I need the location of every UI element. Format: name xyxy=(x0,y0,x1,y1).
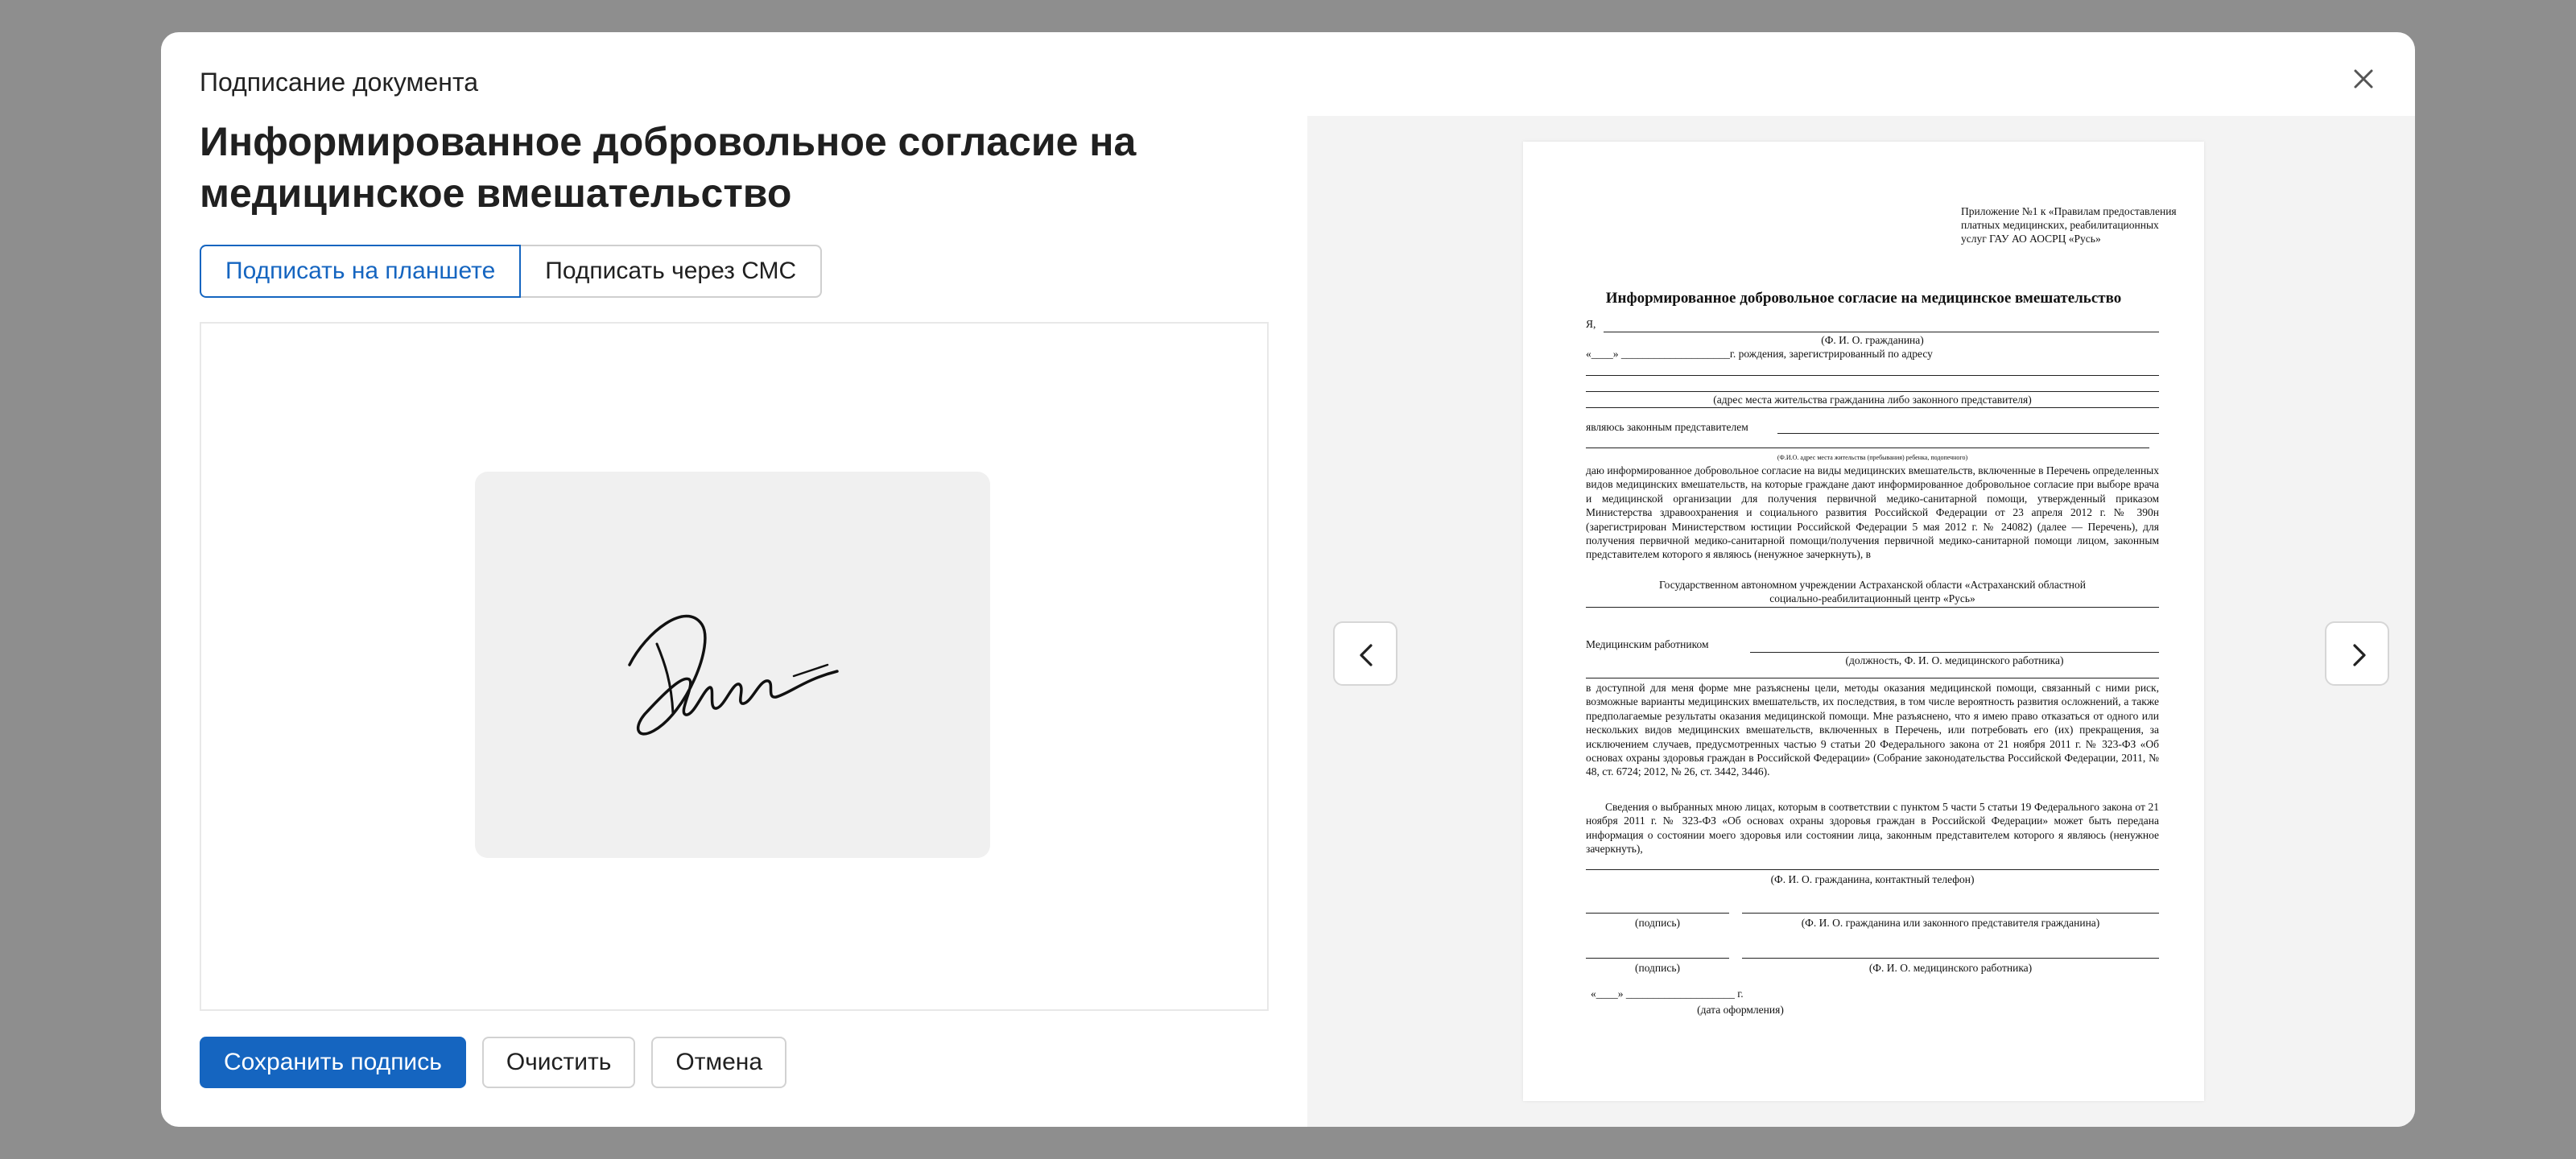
close-icon[interactable] xyxy=(2344,60,2383,98)
page-line xyxy=(1742,913,2159,914)
page-paragraph-explained: в доступной для меня форме мне разъяснены цели, методы оказания медицинской помощи, связанный с ними риск, возможные варианты медицинских вмешательств, их последствия, в том числе вероятность развития осложнений, а также предполагаемые результаты оказания медицинской помощи. Мне разъяснено, что я имею право отказаться от одного или нескольких видов медицинских вмешательств, включенных в Перечень, или потребовать его (их) прекращения, за исключением случаев, предусмотренных частью 9 статьи 20 Федерального закона от 21 ноября 2011 г. № 323-ФЗ «Об основах охраны здоровья граждан в Российской Федерации» (Собрание законодательства Российской Федерации, 2011, № 48, ст. 6724; 2012, № 26, ст. 3442, 3446). xyxy=(1586,682,2159,778)
clear-button[interactable]: Очистить xyxy=(482,1037,636,1088)
page-citizen-caption: (Ф. И. О. гражданина или законного представителя гражданина) xyxy=(1801,917,2100,929)
page-i-prefix: Я, xyxy=(1586,318,1596,330)
page-contact-caption: (Ф. И. О. гражданина, контактный телефон) xyxy=(1770,873,1975,885)
page-paragraph-consent: даю информированное добровольное согласие на виды медицинских вмешательств, включенные в Перечень определенных видов медицинских вмешательств, на которые граждане дают информированное добровольное согласие при выборе врача и медицинской организации для получения первичной медико-санитарной помощи, утвержденный приказом Министерства здравоохранения и социального развития Российской Федерации от 23 апреля 2012 г. № 390н (зарегистрирован Министерством юстиции Российской Федерации 5 мая 2012 г. № 24082) (далее — Перечень), для получения первичной медико-санитарной помощи/получения первичной медико-санитарной помощи лицом, законным представителем которого я являюсь (ненужное зачеркнуть), в xyxy=(1586,464,2159,561)
page-org-line2: социально-реабилитационный центр «Русь» xyxy=(1769,592,1975,604)
page-appendix-note: Приложение №1 к «Правилам предоставления платных медицинских, реабилитационных услуг ГАУ АО АОСРЦ «Русь» xyxy=(1961,205,2177,245)
page-line xyxy=(1586,391,2159,392)
page-title: Информированное добровольное согласие на медицинское вмешательство xyxy=(1605,290,2122,307)
document-preview xyxy=(1307,116,2415,1127)
tab-sign-on-tablet[interactable]: Подписать на планшете xyxy=(200,245,521,298)
page-legal-rep-caption: (Ф.И.О. адрес места жительства (пребывания) ребенка, подопечного) xyxy=(1777,454,1968,461)
signature-actions xyxy=(200,1037,786,1088)
page-medic-sign-caption: (Ф. И. О. медицинского работника) xyxy=(1868,962,2033,974)
save-signature-button[interactable]: Сохранить подпись xyxy=(200,1037,466,1088)
page-line xyxy=(1586,958,1729,959)
page-line xyxy=(1586,913,1729,914)
cancel-button[interactable]: Отмена xyxy=(651,1037,786,1088)
page-paragraph-persons: Сведения о выбранных мною лицах, которым в соответствии с пунктом 5 части 5 статьи 19 Федерального закона от 21 ноября 2011 г. № 323-ФЗ «Об основах охраны здоровья граждан в Российской Федерации» может быть передана информация о состоянии моего здоровья или состоянии лица, законным представителем которого я являюсь (ненужное зачеркнуть), xyxy=(1586,801,2159,856)
page-sign-caption: (подпись) xyxy=(1634,917,1681,929)
tab-sign-via-sms[interactable]: Подписать через СМС xyxy=(521,245,822,298)
chevron-left-icon[interactable] xyxy=(1333,621,1397,686)
signature-pad[interactable] xyxy=(475,472,990,858)
handwritten-signature xyxy=(475,472,990,858)
modal-header xyxy=(161,32,2415,116)
signing-modal xyxy=(161,32,2415,1127)
page-line xyxy=(1586,375,2159,376)
page-line xyxy=(1742,958,2159,959)
page-birth-line: «____» ____________________г. рождения, зарегистрированный по адресу xyxy=(1586,348,1933,360)
page-legal-rep: являюсь законным представителем xyxy=(1586,421,1748,433)
page-date-line: «____» ____________________ г. xyxy=(1591,988,1744,1000)
page-line xyxy=(1586,607,2159,608)
page-org-line1: Государственном автономном учреждении Астраханской области «Астраханский областной xyxy=(1659,579,2086,591)
page-line xyxy=(1586,869,2159,870)
page-medic-label: Медицинским работником xyxy=(1586,638,1709,650)
page-fio-caption: (Ф. И. О. гражданина) xyxy=(1821,334,1924,346)
signature-area xyxy=(200,322,1269,1011)
page-line xyxy=(1750,652,2159,653)
page-line xyxy=(1586,407,2159,408)
document-title: Информированное добровольное согласие на медицинское вмешательство xyxy=(200,119,1137,216)
page-line xyxy=(1777,433,2159,434)
page-sign-caption: (подпись) xyxy=(1634,962,1681,974)
document-page xyxy=(1523,142,2204,1101)
sign-method-tabs xyxy=(200,245,822,298)
page-date-caption: (дата оформления) xyxy=(1697,1004,1784,1016)
modal-caption: Подписание документа xyxy=(200,68,479,97)
page-address-caption: (адрес места жительства гражданина либо законного представителя) xyxy=(1713,394,2032,406)
page-medic-caption: (должность, Ф. И. О. медицинского работника) xyxy=(1845,654,2064,666)
chevron-right-icon[interactable] xyxy=(2325,621,2389,686)
